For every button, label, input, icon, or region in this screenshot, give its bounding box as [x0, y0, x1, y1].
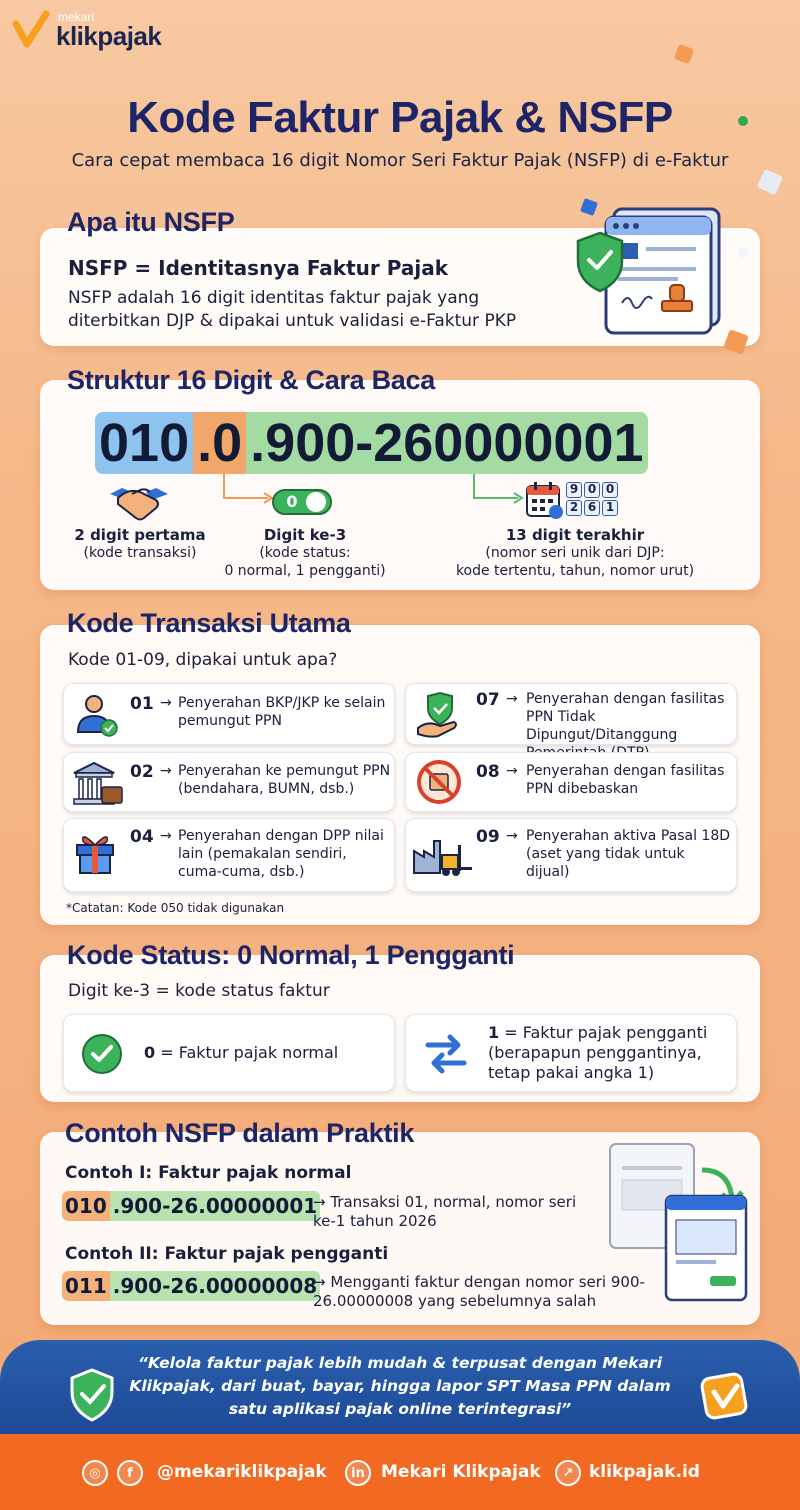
caption-serial [440, 526, 710, 580]
connector-arrow [470, 474, 530, 506]
section-title-examples: Contoh NSFP dalam Praktik [65, 1118, 415, 1148]
transaction-code: 08 [476, 762, 500, 782]
nsfp-number-display [95, 412, 648, 474]
transaction-item [63, 818, 395, 892]
caption-status-digit [210, 526, 400, 580]
status-subtitle: Digit ke-3 = kode status faktur [68, 981, 330, 1001]
transaction-description: Penyerahan dengan fasilitas PPN Tidak Dipungut/Ditanggung [526, 691, 725, 743]
nsfp-description: NSFP adalah 16 digit identitas faktur pajak yang diterbitkan DJP & dipakai untuk validasi e-Faktur PKP [68, 288, 517, 331]
factory-forklift-icon [412, 833, 474, 877]
digit-cell: 1 [602, 500, 618, 516]
example-prefix: 011 [62, 1271, 110, 1301]
digit-cell: 0 [602, 482, 618, 498]
handshake-icon [108, 480, 170, 524]
promo-quote: “Kelola faktur pajak lebih mudah & terpusat dengan Mekari Klikpajak, dari buat, bayar, hingga lapor SPT Masa PPN dalam satu aplikasi pajak online terintegrasi” [129, 1354, 671, 1418]
example-rest: .900-26.00000008 [110, 1271, 320, 1301]
transaction-subtitle: Kode 01-09, dipakai untuk apa? [68, 650, 338, 670]
arrow: → [506, 691, 518, 707]
transaction-code: 02 [130, 762, 154, 782]
caption-transaction-code [70, 526, 210, 562]
website-link[interactable]: klikpajak.id [589, 1462, 700, 1482]
linkedin-icon[interactable]: in [345, 1460, 371, 1486]
status-code: 1 [488, 1023, 500, 1042]
page-title: Kode Faktur Pajak & NSFP [127, 93, 673, 142]
section-title-transaction: Kode Transaksi Utama [67, 608, 351, 638]
transaction-item [63, 752, 395, 812]
transaction-description: Penyerahan BKP/JKP ke selain pemungut PPN [178, 695, 386, 729]
status-code: 0 [144, 1043, 156, 1062]
decor-cube [674, 44, 695, 65]
transaction-item [405, 752, 737, 812]
example-heading: Contoh II: Faktur pajak pengganti [65, 1244, 389, 1264]
shield-hand-icon [416, 692, 462, 738]
decor-cube [757, 169, 784, 196]
digit-cell: 6 [584, 500, 600, 516]
caption-text: (nomor seri unik dari DJP: kode tertentu, tahun, nomor urut) [455, 545, 695, 579]
example-number [62, 1271, 320, 1301]
transaction-code-digits: 010 [95, 412, 193, 474]
serial-digit-grid [566, 482, 618, 516]
transaction-code: 09 [476, 827, 500, 847]
example-number [62, 1191, 320, 1221]
status-replace-text [488, 1023, 733, 1083]
swap-arrows-icon [422, 1031, 470, 1077]
section-title-structure: Struktur 16 Digit & Cara Baca [67, 365, 435, 395]
instagram-icon[interactable]: ◎ [82, 1460, 108, 1486]
transaction-code: 04 [130, 827, 154, 847]
example-heading: Contoh I: Faktur pajak normal [65, 1163, 352, 1183]
arrow: → [160, 695, 172, 711]
toggle-knob [306, 492, 326, 512]
status-normal-item [63, 1014, 395, 1092]
nsfp-heading: NSFP = Identitasnya Faktur Pajak [68, 256, 448, 280]
brand-logo [12, 10, 161, 50]
calendar-icon [524, 480, 564, 520]
checkmark-logo-icon [12, 10, 50, 50]
transaction-description: Penyerahan ke pemungut PPN (bendahara, BUMN, dsb.) [178, 763, 391, 797]
person-check-icon [74, 692, 120, 738]
example-rest: .900-26.00000001 [110, 1191, 320, 1221]
example-description: → Transaksi 01, normal, nomor seri ke-1 tahun 2026 [313, 1193, 577, 1230]
arrow: → [506, 763, 518, 779]
status-normal-text [144, 1043, 338, 1062]
status-toggle [272, 489, 332, 515]
document-stamp-icon [572, 205, 732, 335]
arrow: → [160, 828, 172, 844]
section-title-status: Kode Status: 0 Normal, 1 Pengganti [67, 940, 515, 970]
status-digit: .0 [193, 412, 246, 474]
arrow: → [506, 828, 518, 844]
section-title-nsfp: Apa itu NSFP [67, 207, 235, 237]
digit-cell: 9 [566, 482, 582, 498]
no-tax-icon [416, 759, 462, 805]
caption-bold: 13 digit terakhir [505, 526, 645, 544]
transaction-item [405, 818, 737, 892]
government-building-icon [70, 757, 126, 809]
digit-cell: 0 [584, 482, 600, 498]
caption-text: (kode status: 0 normal, 1 pengganti) [224, 545, 386, 579]
caption-text: (kode transaksi) [83, 545, 197, 561]
transaction-code: 01 [130, 694, 154, 714]
gift-icon [74, 831, 116, 875]
transaction-description: Penyerahan aktiva Pasal 18D (aset yang tidak untuk dijual) [526, 828, 731, 880]
status-description: = Faktur pajak pengganti (berapapun penggantinya, tetap pakai angka 1) [488, 1023, 708, 1082]
transaction-note: *Catatan: Kode 050 tidak digunakan [66, 901, 285, 915]
facebook-icon[interactable]: f [117, 1460, 143, 1486]
klikpajak-badge-icon [690, 1356, 760, 1426]
example-prefix: 010 [62, 1191, 110, 1221]
check-circle-icon [81, 1033, 123, 1075]
external-link-icon[interactable]: ↗ [555, 1460, 581, 1486]
transaction-item [63, 683, 395, 745]
replace-document-icon [606, 1140, 756, 1320]
serial-digits: .900-260000001 [246, 412, 647, 474]
digit-cell: 2 [566, 500, 582, 516]
status-replace-item [405, 1014, 737, 1092]
shield-check-icon [60, 1362, 124, 1426]
linkedin-name[interactable]: Mekari Klikpajak [381, 1462, 541, 1482]
connector-arrow [220, 474, 280, 506]
brand-small: mekari [58, 10, 95, 24]
toggle-value: 0 [286, 492, 298, 511]
transaction-item [405, 683, 737, 745]
status-description: = Faktur pajak normal [160, 1043, 339, 1062]
arrow: → [160, 763, 172, 779]
transaction-description: Penyerahan dengan DPP nilai lain (pemakalan sendiri, cuma-cuma, dsb.) [178, 828, 384, 880]
transaction-description: Penyerahan dengan fasilitas PPN dibebaskan [526, 763, 725, 797]
caption-bold: 2 digit pertama [74, 526, 206, 544]
brand-name: klikpajak [56, 21, 162, 51]
caption-bold: Digit ke-3 [263, 526, 347, 544]
instagram-handle[interactable]: @mekariklikpajak [157, 1462, 327, 1482]
transaction-code: 07 [476, 690, 500, 710]
page-subtitle: Cara cepat membaca 16 digit Nomor Seri Faktur Pajak (NSFP) di e-Faktur [71, 150, 729, 171]
example-description: → Mengganti faktur dengan nomor seri 900-26.00000008 yang sebelumnya salah [313, 1273, 645, 1310]
